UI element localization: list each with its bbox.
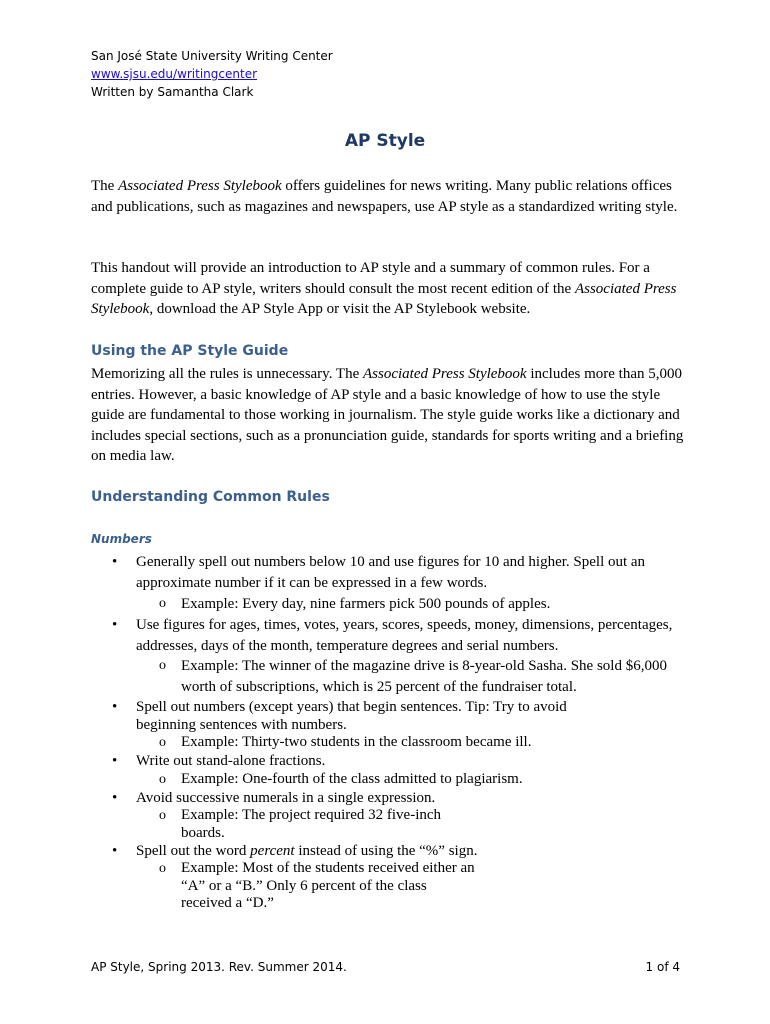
org-name: San José State University Writing Center bbox=[91, 49, 333, 63]
sub-list-item: o Example: One-fourth of the class admitted to plagiarism. bbox=[159, 771, 523, 787]
circle-bullet-icon: o bbox=[159, 861, 166, 876]
document-header bbox=[91, 47, 333, 101]
intro-paragraph-2: This handout will provide an introduction to AP style and a summary of common rules. For a complete guide to AP style, writers should consult the most recent edition of the Associated Press Stylebook, download the AP Style App or visit the AP Stylebook website. bbox=[91, 260, 677, 318]
circle-bullet-icon: o bbox=[159, 596, 166, 611]
circle-bullet-icon: o bbox=[159, 658, 166, 673]
list-item: • Generally spell out numbers below 10 and use figures for 10 and higher. Spell out an approximate number if it can be expressed in a few words. bbox=[112, 554, 646, 591]
writing-center-link[interactable]: www.sjsu.edu/writingcenter bbox=[91, 67, 258, 81]
circle-bullet-icon: o bbox=[159, 808, 166, 823]
list-item: • Avoid successive numerals in a single expression. bbox=[112, 790, 436, 806]
sub-list-item: o Example: Most of the students received either an “A” or a “B.” Only 6 percent of the class received a “D.” bbox=[159, 860, 475, 911]
bullet-icon: • bbox=[112, 617, 118, 633]
bullet-icon: • bbox=[112, 753, 118, 769]
heading-using-ap-style-guide: Using the AP Style Guide bbox=[91, 343, 289, 359]
bullet-icon: • bbox=[112, 843, 118, 859]
footer-revision: AP Style, Spring 2013. Rev. Summer 2014. bbox=[91, 960, 347, 974]
circle-bullet-icon: o bbox=[159, 772, 166, 787]
bullet-icon: • bbox=[112, 790, 118, 806]
sub-list-item: o Example: The winner of the magazine drive is 8-year-old Sasha. She sold $6,000 worth of subscriptions, which is 25 percent of the fundraiser total. bbox=[159, 658, 667, 695]
page-number: 1 of 4 bbox=[645, 960, 680, 974]
sub-list-item: o Example: Thirty-two students in the classroom became ill. bbox=[159, 734, 532, 750]
intro-paragraph-1: The Associated Press Stylebook offers guidelines for news writing. Many public relations offices and publications, such as magazines and newspapers, use AP style as a standardized writing style. bbox=[91, 178, 678, 215]
page-footer bbox=[91, 960, 680, 974]
sub-list-item: o Example: Every day, nine farmers pick 500 pounds of apples. bbox=[181, 594, 686, 615]
list-item: • Write out stand-alone fractions. bbox=[112, 753, 326, 769]
page-title: AP Style bbox=[344, 131, 426, 151]
bullet-icon: • bbox=[112, 554, 118, 570]
list-item: • Use figures for ages, times, votes, years, scores, speeds, money, dimensions, percentages, addresses, days of the month, temperature degrees and serial numbers. bbox=[112, 617, 673, 654]
list-item: • Spell out the word percent instead of using the “%” sign. bbox=[112, 843, 478, 859]
circle-bullet-icon: o bbox=[159, 735, 166, 750]
sub-list-item: o Example: The project required 32 five-inch boards. bbox=[159, 807, 442, 841]
using-guide-paragraph: Memorizing all the rules is unnecessary. The Associated Press Stylebook includes more than 5,000 entries. However, a basic knowledge of AP style and a basic knowledge of how to use the style guide are fundamental to those working in journalism. The style guide works like a dictionary and includes special sections, such as a pronunciation guide, standards for sports writing and a briefing on media law. bbox=[91, 366, 684, 465]
list-item: • Spell out numbers (except years) that begin sentences. Tip: Try to avoid beginning sentences with numbers. bbox=[112, 699, 567, 733]
subheading-numbers: Numbers bbox=[91, 532, 152, 546]
heading-understanding-common-rules: Understanding Common Rules bbox=[91, 489, 330, 505]
author-line: Written by Samantha Clark bbox=[91, 85, 254, 99]
bullet-icon: • bbox=[112, 699, 118, 715]
